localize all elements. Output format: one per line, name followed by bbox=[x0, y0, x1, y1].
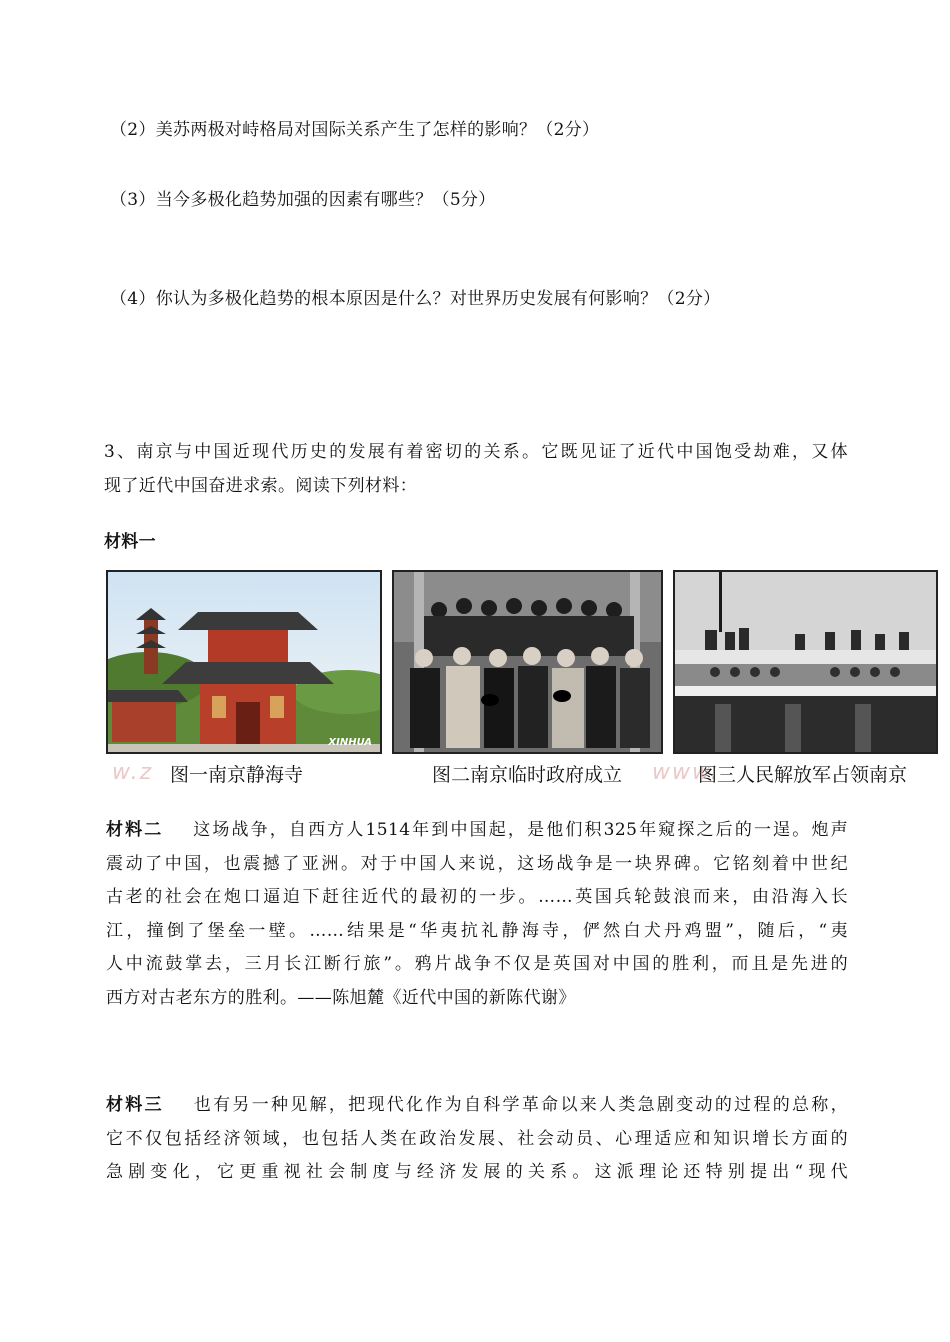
watermark-1: w.z bbox=[112, 760, 154, 785]
photo-jinghai-temple bbox=[106, 570, 382, 754]
material-2-line-5: 人中流鼓掌去，三月长江断行旅”。鸦片战争不仅是英国对中国的胜利，而且是先进的 bbox=[106, 954, 848, 974]
material-3-label: 材料三 bbox=[106, 1095, 164, 1115]
material-2-line-3: 古老的社会在炮口逼迫下赶往近代的最初的一步。……英国兵轮鼓浪而来，由沿海入长 bbox=[106, 887, 848, 907]
section-3-intro bbox=[104, 436, 848, 503]
photo-nanjing-provisional-government bbox=[392, 570, 663, 754]
provisional-government-illustration bbox=[394, 572, 661, 752]
photo-pla-occupies-nanjing bbox=[673, 570, 938, 754]
watermark-2: www. bbox=[652, 760, 720, 785]
material-2-label: 材料二 bbox=[106, 820, 164, 840]
material-2-line-6: 西方对古老东方的胜利。——陈旭麓《近代中国的新陈代谢》 bbox=[106, 987, 576, 1008]
material-3-line-1: 也有另一种见解，把现代化作为自科学革命以来人类急剧变动的过程的总称， bbox=[191, 1095, 849, 1115]
material-3-line-3: 急剧变化，它更重视社会制度与经济发展的关系。这派理论还特别提出“现代 bbox=[106, 1162, 848, 1182]
pla-nanjing-illustration bbox=[675, 572, 936, 752]
material-3-line-2: 它不仅包括经济领域，也包括人类在政治发展、社会动员、心理适应和知识增长方面的 bbox=[106, 1128, 848, 1149]
material-2-line-4: 江，撞倒了堡垒一壁。……结果是“华夷抗礼静海寺，俨然白犬丹鸡盟”，随后，“夷 bbox=[106, 920, 848, 941]
caption-figure-2: 图二南京临时政府成立 bbox=[432, 764, 623, 786]
caption-figure-1: 图一南京静海寺 bbox=[170, 764, 304, 786]
material-1-label: 材料一 bbox=[104, 532, 156, 552]
jinghai-temple-illustration bbox=[108, 572, 380, 752]
question-3: （3）当今多极化趋势加强的因素有哪些？（5分） bbox=[110, 190, 496, 210]
caption-figure-3: 图三人民解放军占领南京 bbox=[698, 764, 908, 786]
question-4: （4）你认为多极化趋势的根本原因是什么？对世界历史发展有何影响？（2分） bbox=[110, 289, 721, 309]
section-3-line-1: 3、南京与中国近现代历史的发展有着密切的关系。它既见证了近代中国饱受劫难，又体 bbox=[104, 442, 848, 462]
material-2-line-2: 震动了中国，也震撼了亚洲。对于中国人来说，这场战争是一块界碑。它铭刻着中世纪 bbox=[106, 853, 848, 874]
section-3-line-2: 现了近代中国奋进求索。阅读下列材料： bbox=[104, 475, 418, 496]
photo-xinhua-mark: XINHUA bbox=[328, 737, 372, 748]
material-2-line-1: 这场战争，自西方人1514年到中国起，是他们积325年窥探之后的一逞。炮声 bbox=[191, 820, 848, 840]
material-2 bbox=[106, 814, 848, 1015]
material-3 bbox=[106, 1089, 848, 1190]
question-2: （2）美苏两极对峙格局对国际关系产生了怎样的影响？（2分） bbox=[110, 120, 600, 140]
